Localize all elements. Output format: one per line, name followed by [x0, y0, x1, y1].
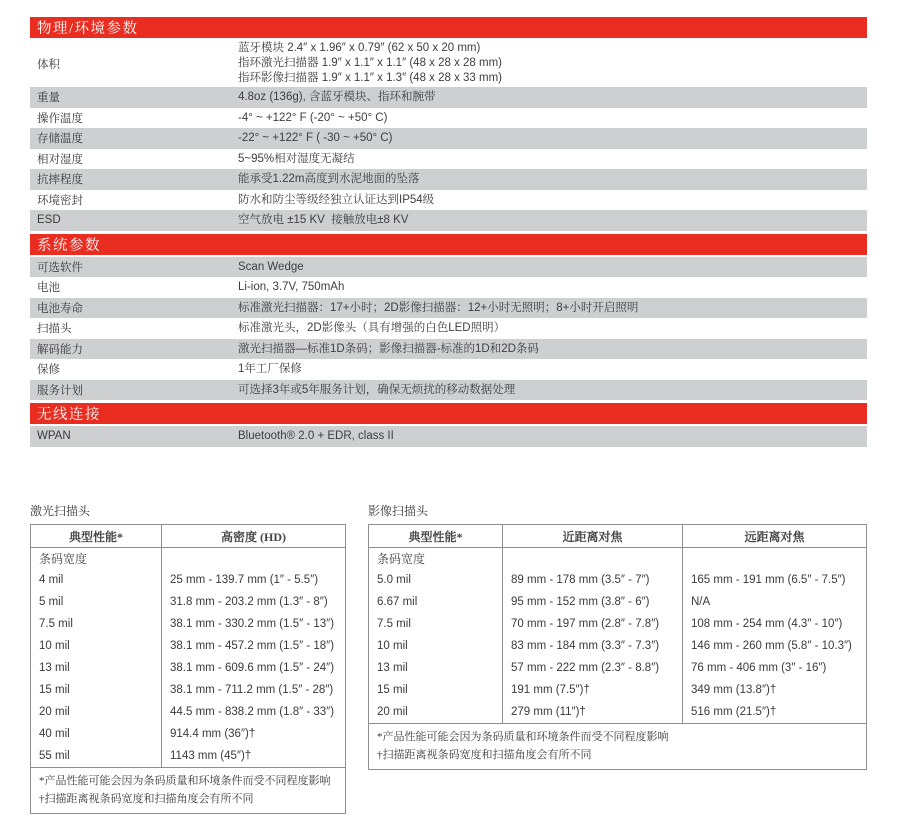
spec-value-line: 蓝牙模块 2.4″ x 1.96″ x 0.79″ (62 x 50 x 20 mm)	[238, 42, 481, 54]
spec-label: 体积	[37, 58, 60, 71]
table-cell: 95 mm - 152 mm (3.8″ - 6″)	[502, 591, 682, 613]
table-row	[31, 635, 345, 657]
spec-row	[30, 108, 867, 129]
spec-label: ESD	[37, 214, 61, 227]
table-cell: 108 mm - 254 mm (4.3″ - 10″)	[682, 613, 866, 635]
table-row	[31, 701, 345, 723]
spec-label: 服务计划	[37, 384, 83, 397]
spec-label: 存储温度	[37, 133, 83, 146]
laser-scanner-table	[30, 502, 346, 814]
table-row	[31, 591, 345, 613]
spec-value: 可选择3年或5年服务计划，确保无烦扰的移动数据处理	[238, 383, 516, 396]
table-cell: 1143 mm (45″)†	[161, 745, 345, 767]
spec-value	[238, 41, 867, 86]
spec-row	[30, 380, 867, 401]
table-cell: 38.1 mm - 609.6 mm (1.5″ - 24″)	[161, 657, 345, 679]
spec-row	[30, 190, 867, 211]
table-cell: 516 mm (21.5″)†	[682, 701, 866, 723]
spec-value: 标准激光头，2D影像头（具有增强的白色LED照明）	[238, 322, 506, 334]
spec-row	[30, 257, 867, 278]
table-header-cell: 典型性能*	[408, 529, 463, 544]
spec-value: -4° ~ +122° F (-20° ~ +50° C)	[238, 111, 388, 124]
table-header-cell: 典型性能*	[68, 529, 123, 544]
table-cell: 5.0 mil	[377, 574, 411, 586]
spec-label: 电池寿命	[37, 302, 83, 315]
table-header-cell: 近距离对焦	[502, 525, 682, 547]
table-row	[369, 569, 866, 591]
spec-value: Scan Wedge	[238, 260, 304, 273]
spec-label: WPAN	[37, 430, 71, 443]
spec-value: 防水和防尘等级经独立认证达到IP54级	[238, 193, 435, 206]
table-cell: 40 mil	[39, 728, 70, 740]
table-cell: 13 mil	[377, 662, 408, 674]
table-row	[369, 613, 866, 635]
table-cell: 5 mil	[39, 596, 64, 608]
imager-scanner-table	[368, 502, 867, 770]
table-cell: N/A	[682, 591, 866, 613]
spec-label: 电池	[37, 282, 60, 295]
table-footnotes	[31, 767, 345, 813]
imager-table	[368, 524, 867, 770]
table-cell: 15 mil	[377, 684, 408, 696]
table-cell: 20 mil	[39, 706, 70, 718]
spec-label: 扫描头	[37, 323, 72, 336]
spec-value: Bluetooth® 2.0 + EDR, class II	[238, 430, 394, 442]
spec-label: 操作温度	[37, 112, 83, 125]
spec-row	[30, 128, 867, 149]
spec-label: 可选软件	[37, 261, 83, 274]
section-rows	[30, 257, 867, 401]
table-cell: 165 mm - 191 mm (6.5″ - 7.5″)	[682, 569, 866, 591]
table-cell: 4 mil	[39, 574, 64, 586]
table-subheader-row	[369, 548, 866, 569]
table-header-cell: 远距离对焦	[682, 525, 866, 547]
footnote-line: *产品性能可能会因为条码质量和环境条件而受不同程度影响	[377, 731, 669, 743]
section-rows	[30, 40, 867, 231]
table-cell: 38.1 mm - 711.2 mm (1.5″ - 28″)	[161, 679, 345, 701]
table-cell: 38.1 mm - 457.2 mm (1.5″ - 18″)	[161, 635, 345, 657]
table-cell: 25 mm - 139.7 mm (1″ - 5.5″)	[161, 569, 345, 591]
spec-sections	[30, 17, 867, 447]
spec-label: 解码能力	[37, 343, 83, 356]
table-cell: 13 mil	[39, 662, 70, 674]
spec-row	[30, 149, 867, 170]
spec-value: 空气放电 ±15 KV 接触放电±8 KV	[238, 214, 409, 226]
table-row	[369, 635, 866, 657]
spec-label: 抗摔程度	[37, 174, 83, 187]
spec-row	[30, 210, 867, 231]
table-header-cell: 高密度 (HD)	[161, 525, 345, 547]
footnote-line: †扫描距离视条码宽度和扫描角度会有所不同	[39, 793, 254, 805]
spec-value: 能承受1.22m高度到水泥地面的坠落	[238, 173, 420, 185]
table-cell	[682, 548, 866, 569]
table-cell: 7.5 mil	[39, 618, 73, 630]
spec-row	[30, 318, 867, 339]
table-row	[369, 591, 866, 613]
table-cell: 279 mm (11″)†	[502, 701, 682, 723]
spec-value: Li-ion, 3.7V, 750mAh	[238, 281, 345, 293]
table-row	[31, 657, 345, 679]
footnote-line: †扫描距离视条码宽度和扫描角度会有所不同	[377, 749, 592, 761]
table-row	[369, 657, 866, 679]
spec-value: 1年工厂保修	[238, 363, 302, 375]
table-cell: 38.1 mm - 330.2 mm (1.5″ - 13″)	[161, 613, 345, 635]
spec-section-2	[30, 403, 867, 447]
table-cell: 76 mm - 406 mm (3″ - 16″)	[682, 657, 866, 679]
section-rows	[30, 426, 867, 447]
footnote-line: *产品性能可能会因为条码质量和环境条件而受不同程度影响	[39, 775, 331, 787]
spec-row	[30, 339, 867, 360]
spec-row	[30, 40, 867, 87]
table-row	[369, 701, 866, 723]
spec-row	[30, 169, 867, 190]
spec-label: 保修	[37, 364, 60, 377]
spec-label: 重量	[37, 92, 60, 105]
table-cell: 146 mm - 260 mm (5.8″ - 10.3″)	[682, 635, 866, 657]
table-cell: 7.5 mil	[377, 618, 411, 630]
table-cell: 914.4 mm (36″)†	[161, 723, 345, 745]
table-header-row	[31, 525, 345, 548]
table-cell	[161, 548, 345, 569]
table-cell: 31.8 mm - 203.2 mm (1.3″ - 8″)	[161, 591, 345, 613]
table-cell	[502, 548, 682, 569]
table-header-row	[369, 525, 866, 548]
table-cell: 条码宽度	[39, 552, 88, 566]
table-cell: 349 mm (13.8″)†	[682, 679, 866, 701]
spec-row	[30, 426, 867, 447]
table-cell: 57 mm - 222 mm (2.3″ - 8.8″)	[502, 657, 682, 679]
table-cell: 15 mil	[39, 684, 70, 696]
spec-value-line: 指环影像扫描器 1.9″ x 1.1″ x 1.3″ (48 x 28 x 33 mm)	[238, 72, 503, 84]
spec-value: -22° ~ +122° F ( -30 ~ +50° C)	[238, 132, 393, 144]
laser-table-title: 激光扫描头	[30, 504, 91, 518]
table-row	[369, 679, 866, 701]
table-row	[31, 569, 345, 591]
imager-table-title: 影像扫描头	[368, 504, 429, 518]
table-cell: 6.67 mil	[377, 596, 418, 608]
spec-value: 标准激光扫描器：17+小时；2D影像扫描器：12+小时无照明；8+小时开启照明	[238, 301, 639, 314]
table-row	[31, 679, 345, 701]
section-header: 物理/环境参数	[30, 17, 867, 38]
spec-row	[30, 298, 867, 319]
section-header: 系统参数	[30, 234, 867, 255]
table-row	[31, 745, 345, 767]
spec-row	[30, 87, 867, 108]
spec-section-0	[30, 17, 867, 231]
table-cell: 83 mm - 184 mm (3.3″ - 7.3″)	[502, 635, 682, 657]
table-cell: 191 mm (7.5″)†	[502, 679, 682, 701]
spec-label: 相对湿度	[37, 153, 83, 166]
spec-value: 4.8oz (136g), 含蓝牙模块、指环和腕带	[238, 91, 436, 103]
table-cell: 89 mm - 178 mm (3.5″ - 7″)	[502, 569, 682, 591]
spec-label: 环境密封	[37, 194, 83, 207]
table-row	[31, 613, 345, 635]
table-row	[31, 723, 345, 745]
spec-value: 5~95%相对湿度无凝结	[238, 152, 355, 165]
spec-value: 激光扫描器—标准1D条码；影像扫描器-标准的1D和2D条码	[238, 342, 539, 355]
table-cell: 55 mil	[39, 750, 70, 762]
table-subheader-row	[31, 548, 345, 569]
spec-section-1	[30, 234, 867, 401]
section-header: 无线连接	[30, 403, 867, 424]
table-cell: 20 mil	[377, 706, 408, 718]
table-cell: 44.5 mm - 838.2 mm (1.8″ - 33″)	[161, 701, 345, 723]
table-cell: 70 mm - 197 mm (2.8″ - 7.8″)	[502, 613, 682, 635]
table-footnotes	[369, 723, 866, 769]
table-cell: 10 mil	[39, 640, 70, 652]
table-cell: 条码宽度	[377, 552, 426, 566]
spec-value-line: 指环激光扫描器 1.9″ x 1.1″ x 1.1″ (48 x 28 x 28 mm)	[238, 57, 503, 69]
table-cell: 10 mil	[377, 640, 408, 652]
laser-table	[30, 524, 346, 814]
spec-row	[30, 359, 867, 380]
spec-row	[30, 277, 867, 298]
